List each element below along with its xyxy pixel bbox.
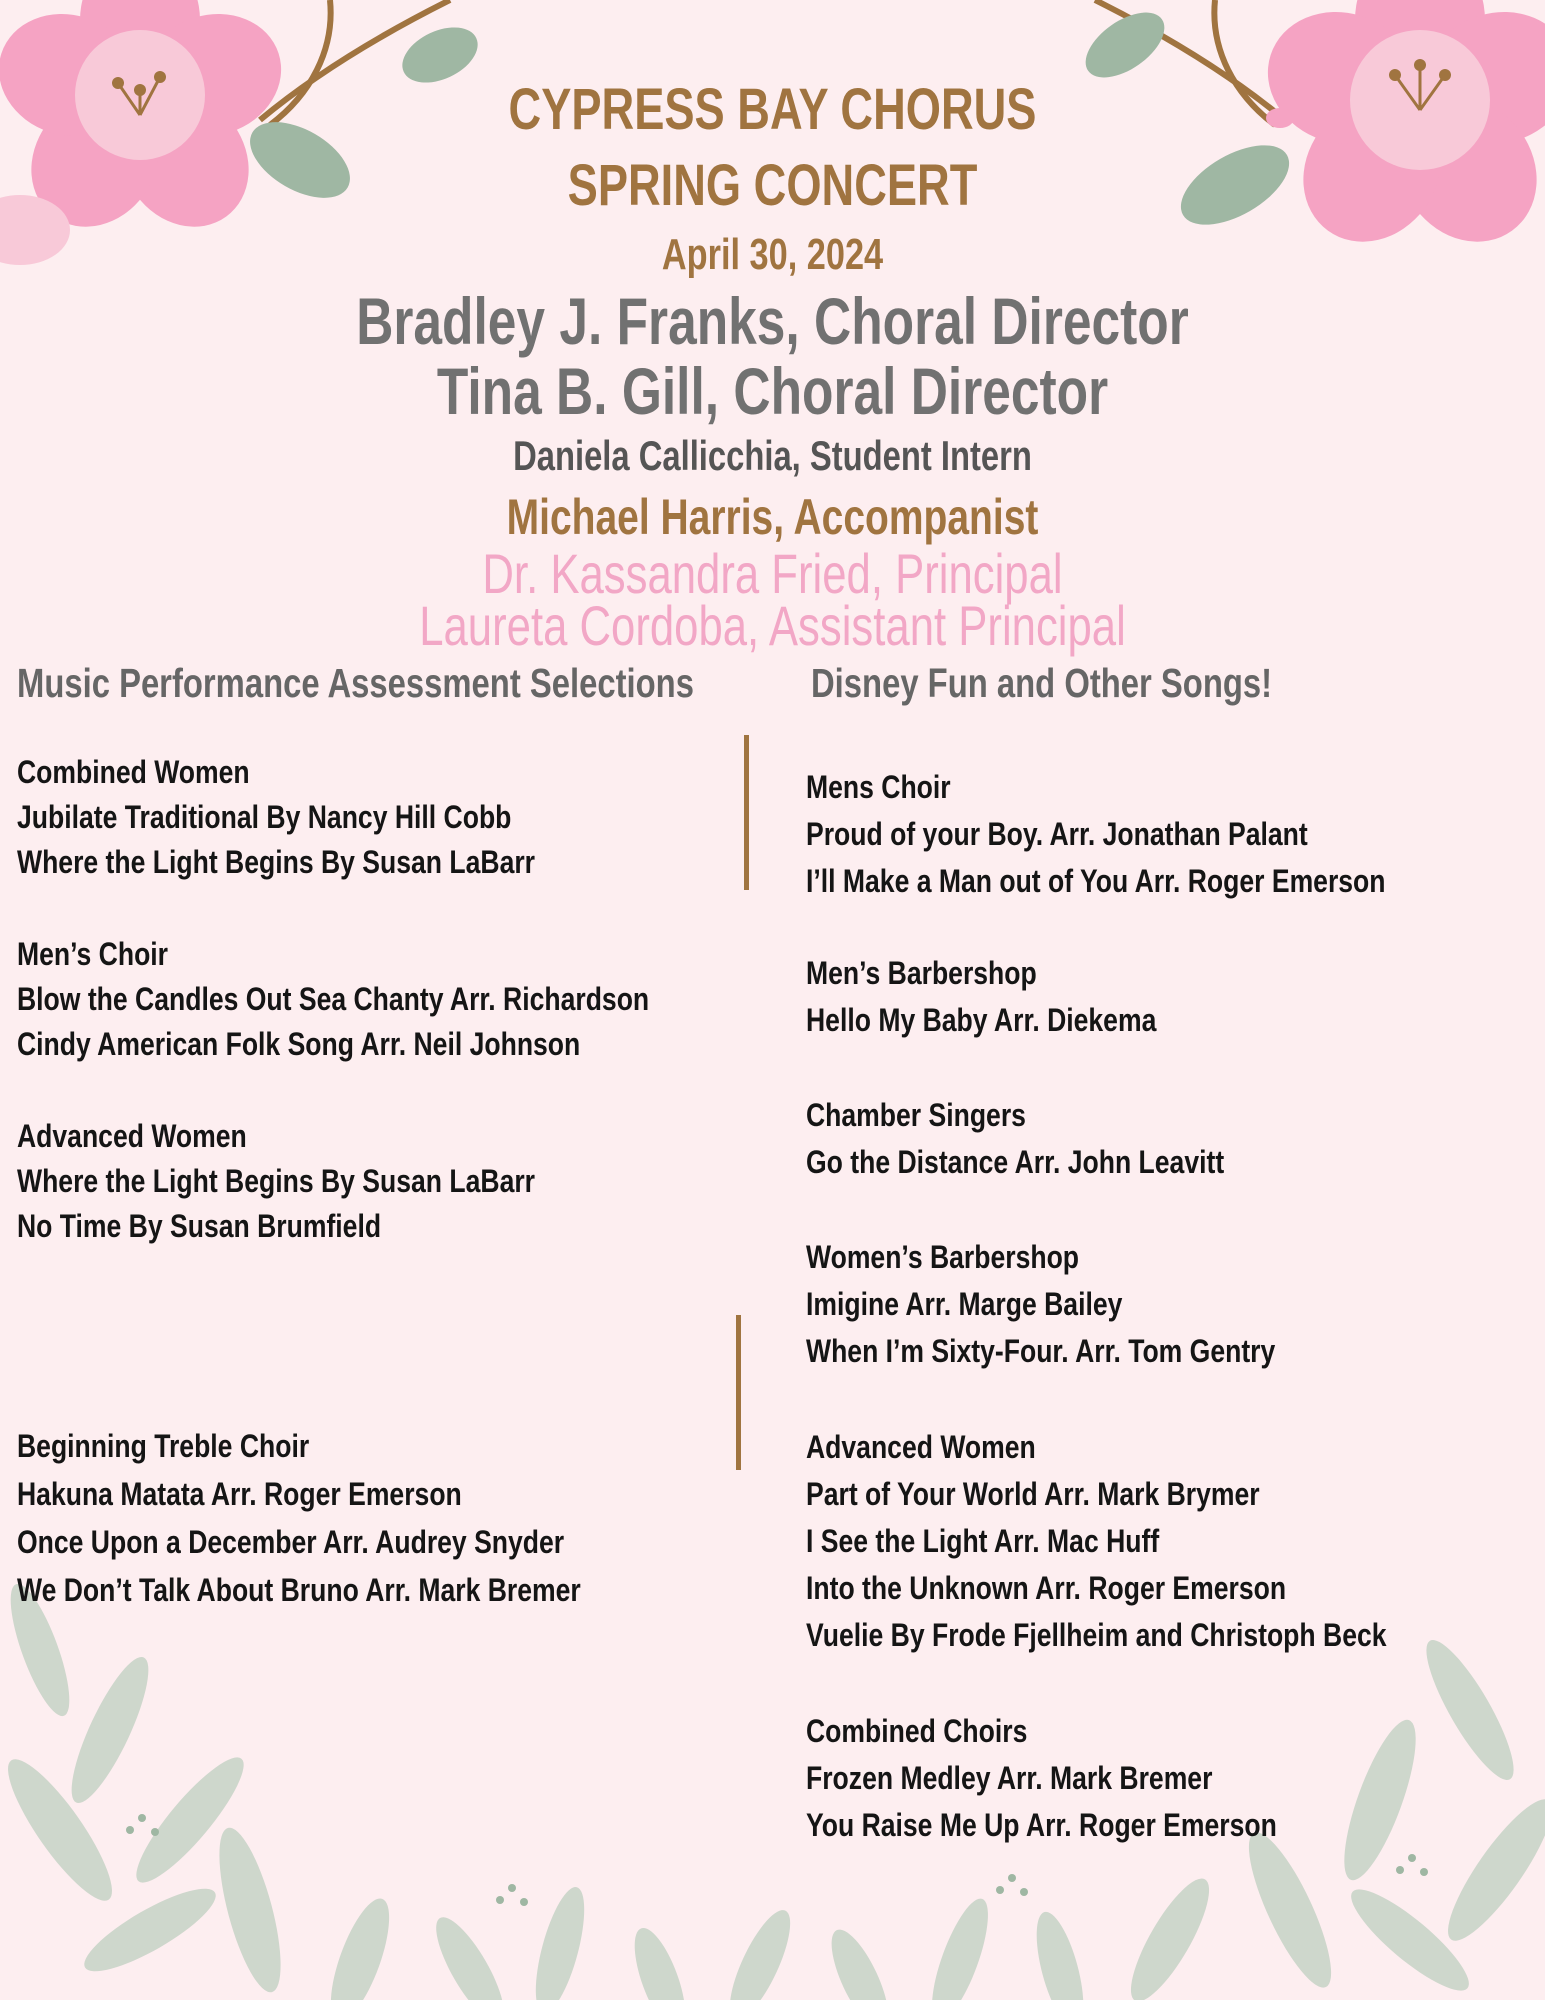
right-group-advanced-women (806, 1424, 1387, 1659)
assistant-principal: Laureta Cordoba, Assistant Principal (419, 594, 1126, 657)
group-name: Men’s Choir (17, 936, 169, 972)
group-name: Combined Choirs (806, 1713, 1028, 1749)
song-title: You Raise Me Up Arr. Roger Emerson (806, 1807, 1277, 1843)
right-group-womens-barbershop (806, 1234, 1275, 1375)
right-column-heading: Disney Fun and Other Songs! (811, 660, 1273, 706)
left-group-advanced-women (17, 1114, 535, 1249)
song-title: Hakuna Matata Arr. Roger Emerson (17, 1476, 462, 1512)
group-name: Men’s Barbershop (806, 955, 1037, 991)
right-group-mens-barbershop (806, 950, 1156, 1044)
song-title: Vuelie By Frode Fjellheim and Christoph Beck (806, 1617, 1387, 1653)
group-name: Chamber Singers (806, 1097, 1026, 1133)
left-column-heading: Music Performance Assessment Selections (17, 660, 694, 706)
song-title: Once Upon a December Arr. Audrey Snyder (17, 1524, 565, 1560)
song-title: No Time By Susan Brumfield (17, 1208, 382, 1244)
right-group-combined-choirs (806, 1708, 1277, 1849)
group-name: Beginning Treble Choir (17, 1428, 310, 1464)
song-title: Go the Distance Arr. John Leavitt (806, 1144, 1225, 1180)
program-header (0, 72, 1545, 657)
group-name: Mens Choir (806, 769, 951, 805)
song-title: I See the Light Arr. Mac Huff (806, 1523, 1160, 1559)
song-title: Imigine Arr. Marge Bailey (806, 1286, 1123, 1322)
song-title: Where the Light Begins By Susan LaBarr (17, 844, 536, 880)
song-title: Jubilate Traditional By Nancy Hill Cobb (17, 799, 512, 835)
song-title: Blow the Candles Out Sea Chanty Arr. Richardson (17, 981, 650, 1017)
director-2: Tina B. Gill, Choral Director (436, 354, 1109, 428)
right-group-mens-choir (806, 764, 1386, 905)
song-title: Frozen Medley Arr. Mark Bremer (806, 1760, 1213, 1796)
accompanist: Michael Harris, Accompanist (506, 489, 1039, 545)
column-divider-bottom (736, 1315, 741, 1470)
concert-date: April 30, 2024 (661, 230, 884, 279)
concert-title-line2: SPRING CONCERT (567, 153, 978, 218)
group-name: Women’s Barbershop (806, 1239, 1080, 1275)
group-name: Advanced Women (17, 1118, 247, 1154)
song-title: Cindy American Folk Song Arr. Neil Johnson (17, 1026, 581, 1062)
song-title: Into the Unknown Arr. Roger Emerson (806, 1570, 1287, 1606)
left-group-mens-choir (17, 932, 649, 1067)
column-divider-top (744, 735, 749, 890)
left-group-beginning-treble-choir (17, 1422, 581, 1614)
principal: Dr. Kassandra Fried, Principal (482, 542, 1063, 605)
song-title: Where the Light Begins By Susan LaBarr (17, 1163, 536, 1199)
left-group-combined-women (17, 750, 535, 885)
song-title: Hello My Baby Arr. Diekema (806, 1002, 1157, 1038)
song-title: We Don’t Talk About Bruno Arr. Mark Bremer (17, 1572, 581, 1608)
concert-title-line1: CYPRESS BAY CHORUS (508, 77, 1037, 142)
song-title: I’ll Make a Man out of You Arr. Roger Emerson (806, 863, 1386, 899)
song-title: Part of Your World Arr. Mark Brymer (806, 1476, 1260, 1512)
student-intern: Daniela Callicchia, Student Intern (513, 432, 1032, 479)
song-title: Proud of your Boy. Arr. Jonathan Palant (806, 816, 1308, 852)
director-1: Bradley J. Franks, Choral Director (356, 284, 1189, 358)
song-title: When I’m Sixty-Four. Arr. Tom Gentry (806, 1333, 1276, 1369)
group-name: Combined Women (17, 754, 250, 790)
right-group-chamber-singers (806, 1092, 1224, 1186)
group-name: Advanced Women (806, 1429, 1036, 1465)
